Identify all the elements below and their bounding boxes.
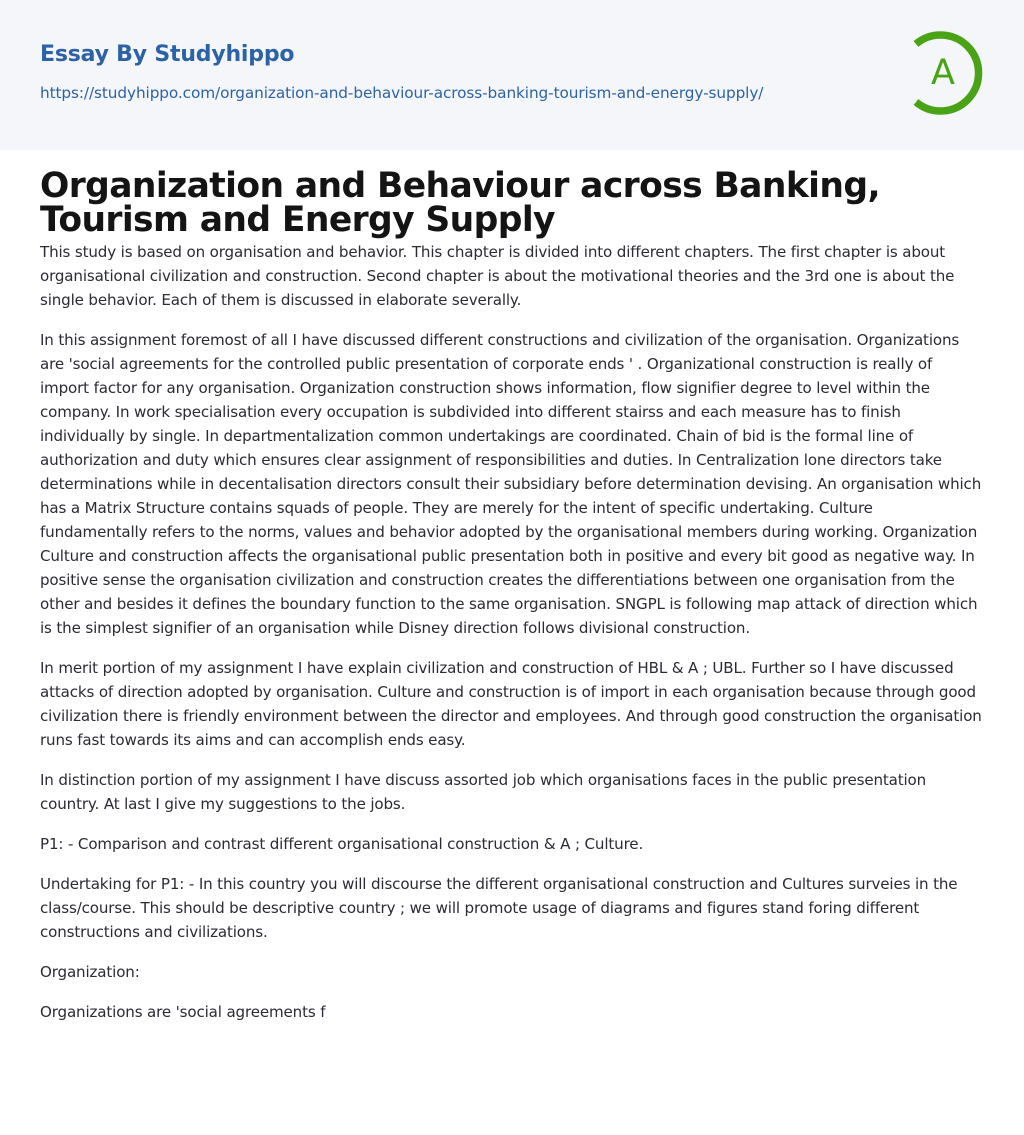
essay-content bbox=[0, 166, 1024, 1024]
essay-paragraph-truncated: Organizations are 'social agreements f bbox=[40, 1003, 326, 1021]
essay-paragraph-merit: In merit portion of my assignment I have explain civilization and construction of HBL & A ; UBL. Further so I have discussed attacks of direction adopted by organisation. Culture and construction is of import in each organisation because through good civilization there is friendly environment between the director and employees. And through good construction the organisation runs fast towards its aims and can accomplish ends easy. bbox=[40, 659, 982, 749]
essay-body bbox=[40, 240, 984, 1024]
essay-title: Organization and Behaviour across Banking, Tourism and Energy Supply bbox=[40, 166, 880, 240]
essay-paragraph-distinction: In distinction portion of my assignment I have discuss assorted job which organisations faces in the public presentation country. At last I give my suggestions to the jobs. bbox=[40, 771, 927, 813]
essay-subheading-organization: Organization: bbox=[40, 963, 140, 981]
essay-url-link[interactable]: https://studyhippo.com/organization-and-behaviour-across-banking-tourism-and-energy-supply/ bbox=[40, 84, 764, 102]
essay-paragraph-undertaking: Undertaking for P1: - In this country you will discourse the different organisational construction and Cultures surveies in the class/course. This should be descriptive country ; we will promote usage of diagrams and figures stand foring different constructions and civilizations. bbox=[40, 875, 958, 941]
essay-paragraph-assignment: In this assignment foremost of all I have discussed different constructions and civilization of the organisation. Organizations are 'social agreements for the controlled public presentation of corporate ends ' . Organizational construction is really of import factor for any organisation. Organization construction shows information, flow signifier degree to level within the company. In work specialisation every occupation is subdivided into different stairss and each measure has to finish individually by single. In departmentalization common undertakings are coordinated. Chain of bid is the formal line of authorization and duty which ensures clear assignment of responsibilities and duties. In Centralization lone directors take determinations while in decentalisation directors consult their subsidiary before determination devising. An organisation which has a Matrix Structure contains squads of people. They are merely for the intent of specific undertaking. Culture fundamentally refers to the norms, values and behavior adopted by the organisational members during working. Organization Culture and construction affects the organisational public presentation both in positive and every bit good as negative way. In positive sense the organisation civilization and construction creates the differentiations between one organisation from the other and besides it defines the boundary function to the same organisation. SNGPL is following map attack of direction which is the simplest signifier of an organisation while Disney direction follows divisional construction. bbox=[40, 331, 982, 637]
site-header bbox=[0, 0, 1024, 150]
essay-paragraph-p1: P1: - Comparison and contrast different organisational construction & A ; Culture. bbox=[40, 835, 644, 853]
essay-paragraph-intro: This study is based on organisation and behavior. This chapter is divided into different chapters. The first chapter is about organisational civilization and construction. Second chapter is about the motivational theories and the 3rd one is about the single behavior. Each of them is discussed in elaborate severally. bbox=[40, 243, 955, 309]
studyhippo-logo-icon[interactable] bbox=[898, 26, 988, 118]
site-title: Essay By Studyhippo bbox=[40, 42, 295, 67]
logo-letter: A bbox=[931, 53, 955, 93]
